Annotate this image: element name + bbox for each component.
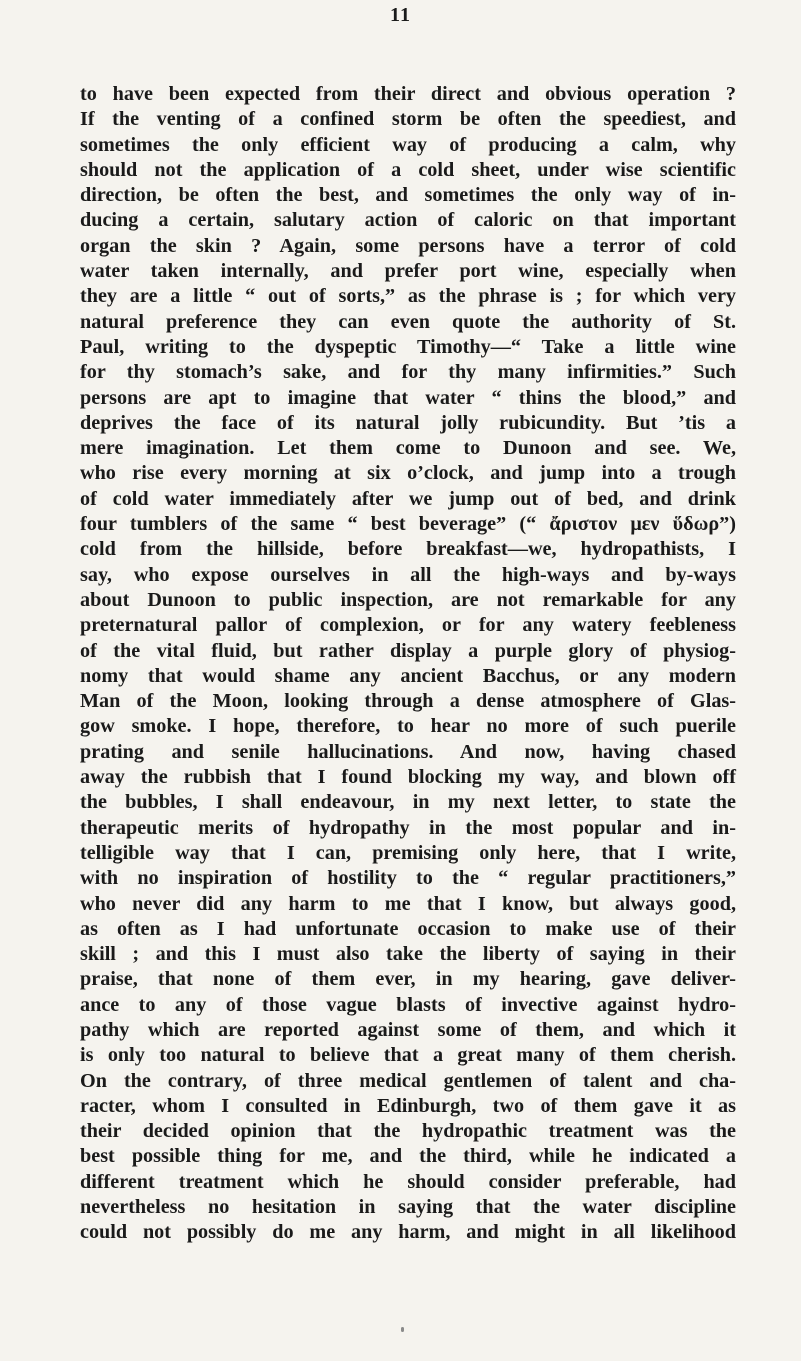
text-line: direction, be often the best, and sometimes the only way of in- <box>80 184 736 207</box>
text-line: telligible way that I can, premising only here, that I write, <box>80 841 736 864</box>
text-line: away the rubbish that I found blocking my way, and blown off <box>80 766 736 789</box>
text-line: who rise every morning at six o’clock, and jump into a trough <box>80 462 736 485</box>
page-number: 11 <box>390 4 411 26</box>
text-line: deprives the face of its natural jolly rubicundity. But ’tis a <box>80 411 736 434</box>
text-line: four tumblers of the same “ best beverage” (“ ἄριστον μεν ὕδωρ”) <box>80 513 736 536</box>
text-line: gow smoke. I hope, therefore, to hear no more of such puerile <box>80 715 736 738</box>
text-line: prating and senile hallucinations. And now, having chased <box>80 740 736 763</box>
paper-speck <box>401 1327 404 1332</box>
text-line: with no inspiration of hostility to the “ regular practitioners,” <box>80 867 736 890</box>
text-line: is only too natural to believe that a great many of them cherish. <box>80 1044 736 1067</box>
text-line: who never did any harm to me that I know, but always good, <box>80 892 736 915</box>
text-line: their decided opinion that the hydropathic treatment was the <box>80 1120 736 1143</box>
text-line: preternatural pallor of complexion, or for any watery feebleness <box>80 614 736 637</box>
text-line: Paul, writing to the dyspeptic Timothy—“ Take a little wine <box>80 335 736 358</box>
text-line: the bubbles, I shall endeavour, in my next letter, to state the <box>80 791 736 814</box>
text-line: natural preference they can even quote the authority of St. <box>80 310 736 333</box>
text-line: different treatment which he should consider preferable, had <box>80 1170 736 1193</box>
text-line: cold from the hillside, before breakfast—we, hydropathists, I <box>80 538 736 561</box>
text-line: therapeutic merits of hydropathy in the most popular and in- <box>80 816 736 839</box>
text-line: say, who expose ourselves in all the high-ways and by-ways <box>80 563 736 586</box>
text-line: they are a little “ out of sorts,” as the phrase is ; for which very <box>80 285 736 308</box>
text-line: praise, that none of them ever, in my hearing, gave deliver- <box>80 968 736 991</box>
text-line: nomy that would shame any ancient Bacchus, or any modern <box>80 664 736 687</box>
text-line: should not the application of a cold sheet, under wise scientific <box>80 158 736 181</box>
text-line: ance to any of those vague blasts of invective against hydro- <box>80 993 736 1016</box>
text-line: pathy which are reported against some of them, and which it <box>80 1018 736 1041</box>
text-line: ducing a certain, salutary action of caloric on that important <box>80 209 736 232</box>
text-line: racter, whom I consulted in Edinburgh, two of them gave it as <box>80 1094 736 1117</box>
text-line: of the vital fluid, but rather display a purple glory of physiog- <box>80 639 736 662</box>
text-line: best possible thing for me, and the third, while he indicated a <box>80 1145 736 1168</box>
text-line: water taken internally, and prefer port wine, especially when <box>80 260 736 283</box>
text-line: If the venting of a confined storm be often the speediest, and <box>80 108 736 131</box>
text-line: Man of the Moon, looking through a dense atmosphere of Glas- <box>80 690 736 713</box>
body-text <box>80 82 736 1246</box>
text-line: sometimes the only efficient way of producing a calm, why <box>80 133 736 156</box>
text-line: as often as I had unfortunate occasion to make use of their <box>80 917 736 940</box>
text-line: for thy stomach’s sake, and for thy many infirmities.” Such <box>80 361 736 384</box>
text-line: On the contrary, of three medical gentlemen of talent and cha- <box>80 1069 736 1092</box>
text-line: of cold water immediately after we jump out of bed, and drink <box>80 487 736 510</box>
text-line: skill ; and this I must also take the liberty of saying in their <box>80 943 736 966</box>
text-line: about Dunoon to public inspection, are not remarkable for any <box>80 588 736 611</box>
text-line: could not possibly do me any harm, and might in all likelihood <box>80 1221 736 1244</box>
text-line: mere imagination. Let them come to Dunoon and see. We, <box>80 437 736 460</box>
text-line: organ the skin ? Again, some persons have a terror of cold <box>80 234 736 257</box>
text-line: nevertheless no hesitation in saying that the water discipline <box>80 1196 736 1219</box>
text-line: persons are apt to imagine that water “ thins the blood,” and <box>80 386 736 409</box>
text-line: to have been expected from their direct and obvious operation ? <box>80 83 736 105</box>
